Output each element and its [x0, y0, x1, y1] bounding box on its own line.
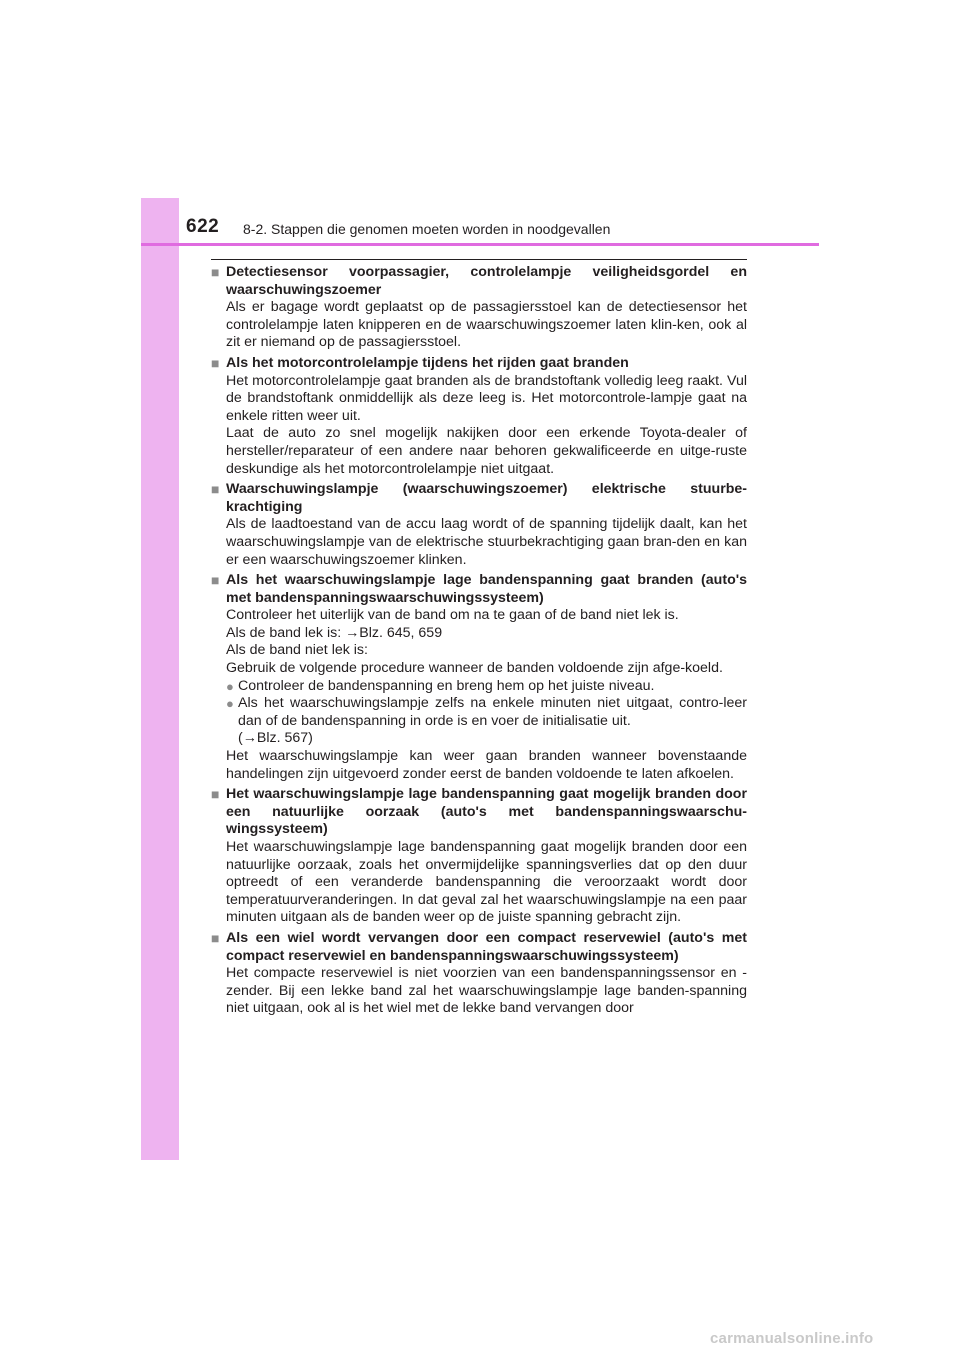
content — [211, 264, 747, 1021]
square-bullet-icon: ■ — [211, 786, 220, 803]
item-tire-pressure — [211, 572, 747, 783]
square-bullet-icon: ■ — [211, 572, 220, 589]
item-title: Het waarschuwingslampje lage bandenspanning gaat mogelijk branden door een natuurlijke oorzaak (auto's met bandenspanningswaarschu-wingssysteem) — [226, 786, 747, 838]
item-natural-cause — [211, 786, 747, 927]
item-spare-wheel — [211, 930, 747, 1018]
item-title: Als het motorcontrolelampje tijdens het rijden gaat branden — [226, 354, 629, 371]
header-line — [141, 243, 819, 246]
paragraph: Het waarschuwingslampje lage bandenspanning gaat mogelijk branden door een natuurlijke oorzaak, zoals het onvermijdelijke spanningsverlies dat op den duur optreedt of een veranderde bandenspanning die veroorzaakt wordt door temperatuurveranderingen. In dat geval zal het waarschuwingslampje na een paar minuten uitgaan als de banden weer op de juiste spanning gebracht zijn. — [226, 839, 747, 926]
item-title: Waarschuwingslampje (waarschuwingszoemer) elektrische stuurbe-krachtiging — [226, 481, 747, 515]
paragraph: Als er bagage wordt geplaatst op de passagiersstoel kan de detectiesensor het controlelampje laten knipperen en de waarschuwingszoemer laten klin-ken, ook al zit er niemand op de passagiersstoel. — [226, 299, 747, 351]
item-engine-light — [211, 355, 747, 478]
sidebar-tab — [141, 198, 179, 1160]
paragraph: Als de laadtoestand van de accu laag wordt of de spanning tijdelijk daalt, kan het waarschuwingslampje van de elektrische stuurbekrachtiging gaan bran-den en kan er een waarschuwingszoemer klinken. — [226, 516, 747, 568]
sub-item-text: Als het waarschuwingslampje zelfs na enkele minuten niet uitgaat, contro-leer dan of de bandenspanning in orde is en voer de initialisatie uit. — [238, 695, 747, 729]
item-power-steering — [211, 481, 747, 569]
content-divider — [211, 259, 747, 260]
paragraph: Als de band niet lek is: — [226, 642, 368, 659]
square-bullet-icon: ■ — [211, 264, 220, 280]
square-bullet-icon: ■ — [211, 481, 220, 498]
paragraph: Laat de auto zo snel mogelijk nakijken door een erkende Toyota-dealer of hersteller/reparateur of een andere naar behoren gekwalificeerde en uitge-ruste deskundige als het motorcontrolelampje niet uitgaat. — [226, 425, 747, 477]
item-title: Als het waarschuwingslampje lage bandenspanning gaat branden (auto's met bandenspanningswaarschuwingssysteem) — [226, 572, 747, 606]
sub-item — [226, 695, 747, 748]
page-reference: Als de band lek is: →Blz. 645, 659 — [226, 624, 443, 641]
paragraph: Controleer het uiterlijk van de band om na te gaan of de band niet lek is. — [226, 607, 679, 624]
sub-item — [226, 678, 747, 696]
section-title: 8-2. Stappen die genomen moeten worden in noodgevallen — [243, 221, 611, 237]
paragraph: Het motorcontrolelampje gaat branden als de brandstoftank volledig leeg raakt. Vul de brandstoftank onmiddellijk als deze leeg is. Het motorcontrole-lampje gaat na enkele ritten weer uit. — [226, 372, 747, 424]
paragraph: Het compacte reservewiel is niet voorzien van een bandenspanningssensor en -zender. Bij een lekke band zal het waarschuwingslampje lage banden-spanning niet uitgaan, ook al is het wiel met de lekke band vervangen door — [226, 965, 747, 1017]
watermark: carmanualsonline.info — [710, 1330, 874, 1347]
square-bullet-icon: ■ — [211, 354, 220, 371]
item-title: Detectiesensor voorpassagier, controlelampje veiligheidsgordel en waarschuwingszoemer — [226, 264, 747, 298]
paragraph: Het waarschuwingslampje kan weer gaan branden wanneer bovenstaande handelingen zijn uitgevoerd zonder eerst de banden voldoende te laten afkoelen. — [226, 748, 747, 782]
paragraph: Gebruik de volgende procedure wanneer de banden voldoende zijn afge-koeld. — [226, 660, 723, 677]
square-bullet-icon: ■ — [211, 929, 220, 946]
sub-item-text: Controleer de bandenspanning en breng hem op het juiste niveau. — [238, 677, 655, 694]
circle-bullet-icon: ● — [226, 678, 234, 694]
circle-bullet-icon: ● — [226, 696, 234, 712]
item-title: Als een wiel wordt vervangen door een compact reservewiel (auto's met compact reservewiel en bandenspanningswaarschuwingssysteem) — [226, 929, 747, 964]
page-number: 622 — [186, 216, 220, 237]
item-detection-sensor — [211, 264, 747, 352]
page-reference: (→Blz. 567) — [238, 730, 313, 747]
